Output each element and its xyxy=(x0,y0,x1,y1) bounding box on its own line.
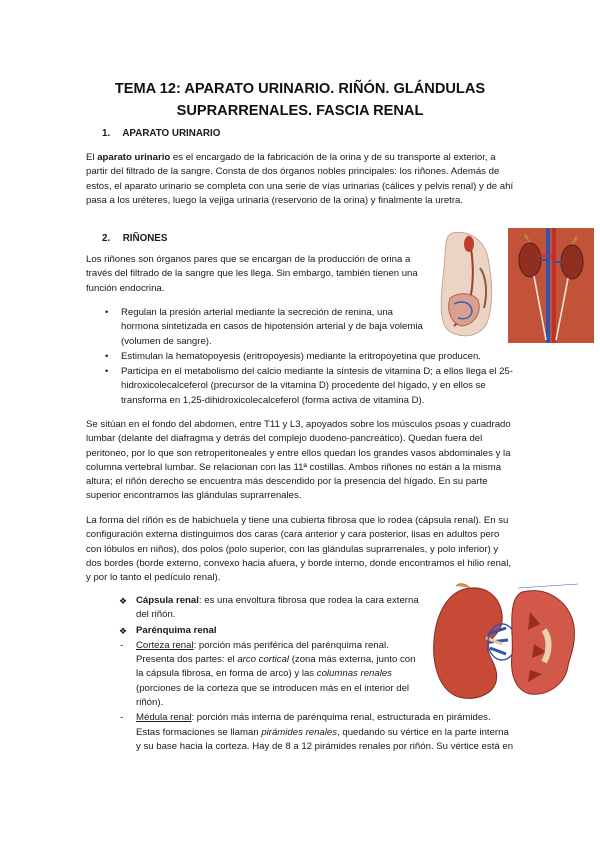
title-line-1: TEMA 12: APARATO URINARIO. RIÑÓN. GLÁNDULAS xyxy=(114,81,486,97)
text: : porción más periférica del parénquima renal. Presenta dos partes: el xyxy=(136,639,389,666)
underlined-term: Corteza renal xyxy=(136,639,194,651)
diamond-bullet-icon: ❖ xyxy=(119,596,128,606)
italic-term: pirámides renales xyxy=(261,726,338,738)
text: es el encargado de la fabricación de la orina y de su transporte al exterior, a partir del filtrado de la sangre. Consta de dos órganos nobles principales: los riñones. Además de estos, el aparato urinario se completa con una serie de vías urinarias (cálices y pelvis renal) y de ahí pasa a los uréteres, luego la vejiga urinaria (reservorio de la orina) y finalmente la uretra. xyxy=(86,152,514,206)
text: , quedando su vértice en la parte interna y su base hacia la corteza. Hay de 8 a 12 pirámides renales por riñón. Su vértice está en xyxy=(136,726,514,752)
section-number: 1. xyxy=(102,128,111,139)
page-title xyxy=(60,78,540,122)
section-heading-2 xyxy=(102,232,167,246)
section-title: APARATO URINARIO xyxy=(122,128,221,139)
kidneys-in-abdomen-figure xyxy=(508,228,594,343)
text: : es una envoltura fibrosa que rodea la cara externa del riñón. xyxy=(136,595,419,621)
text: : porción más interna de parénquima renal, estructurada en pirámides. Estas formaciones se llaman xyxy=(136,712,491,738)
dash-bullet: - xyxy=(120,639,124,651)
text: (porciones de la corteza que se introducen más en el interior del riñón). xyxy=(136,682,410,709)
title-line-2: SUPRARRENALES. FASCIA RENAL xyxy=(176,103,424,119)
paragraph-urinary-system xyxy=(86,151,516,208)
italic-term: arco cortical xyxy=(237,654,290,666)
kidney-section-figure xyxy=(430,582,588,704)
section-title: RIÑONES xyxy=(122,233,168,244)
list-item: • Estimulan la hematopoyesis (eritropoyesis) mediante la eritropoyetina que producen. xyxy=(105,350,481,362)
list-item-text: Participa en el metabolismo del calcio mediante la síntesis de vitamina D; a ellos llega el 25-hidroxicolecalceferol (precursor de la vitamina D) procedente del hígado, y en ellos se transforma en 1,25-dihidroxicolecalceferol (forma activa de vitamina D). xyxy=(121,366,513,406)
list-item-text: Regulan la presión arterial mediante la secreción de renina, una hormona sintetizada en casos de hipotensión arterial y de baja volemia (volumen de sangre). xyxy=(121,307,423,347)
list-item xyxy=(86,711,516,754)
section-heading-1 xyxy=(102,127,220,141)
bold-term: Cápsula renal xyxy=(136,595,199,606)
list-item: • Participa en el metabolismo del calcio mediante la síntesis de vitamina D; a ellos llega el 25-hidroxicolecalceferol (precursor de la vitamina D) procedente del hígado, y en ellos se transforma en 1,25-dihidroxicolecalceferol (forma activa de vitamina D). xyxy=(105,366,513,406)
bold-term: aparato urinario xyxy=(97,152,171,163)
paragraph-kidneys: Los riñones son órganos pares que se encargan de la producción de orina a través del filtrado de la sangre que les llega. Sin embargo, también tienen una función endocrina. xyxy=(86,254,418,294)
list-item: • Regulan la presión arterial mediante la secreción de renina, una hormona sintetizada en casos de hipotensión arterial y de baja volemia (volumen de sangre). xyxy=(105,307,423,347)
text: El xyxy=(86,152,98,163)
paragraph-location: Se sitúan en el fondo del abdomen, entre T11 y L3, apoyados sobre los músculos psoas y cuadrado lumbar (delante del diafragma y detrás del complejo duodeno-pancreático). Quedan fuera del peritoneo, por lo que son retroperitoneales y entre ellos quedan los grandes vasos abdominales y la columna vertebral lumbar. Se relacionan con las 11ª costillas. Ambos riñones no están a la misma altura; el riñón derecho se encuentra más descendido por la presencia del hígado. En su parte superior encontramos las glándulas suprarrenales. xyxy=(86,419,511,502)
text: (zona más externa, junto con la cápsula fibrosa, en forma de arco) y las xyxy=(136,654,416,680)
dash-bullet: - xyxy=(120,712,124,724)
sagittal-anatomy-figure xyxy=(432,228,507,343)
italic-term: columnas renales xyxy=(316,668,392,680)
list-item xyxy=(86,639,422,710)
diamond-bullet-icon: ❖ xyxy=(119,625,128,636)
list-item-text: Estimulan la hematopoyesis (eritropoyesis) mediante la eritropoyetina que producen. xyxy=(121,350,481,362)
underlined-term: Médula renal xyxy=(136,712,192,724)
section-number: 2. xyxy=(102,233,111,244)
bold-term: Parénquima renal xyxy=(136,624,217,636)
paragraph-shape: La forma del riñón es de habichuela y tiene una cubierta fibrosa que lo rodea (cápsula renal). En su configuración externa distinguimos dos caras (cara anterior y cara posterior, lisas en adultos pero con lóbulos en niños), dos polos (polo superior, con las glándulas suprarrenales, y polo inferior) y dos bordes (borde externo, convexo hacia afuera, y borde interno, donde encontramos el hilio renal, y por lo tanto el pedículo renal). xyxy=(86,515,512,584)
list-item xyxy=(86,594,422,623)
